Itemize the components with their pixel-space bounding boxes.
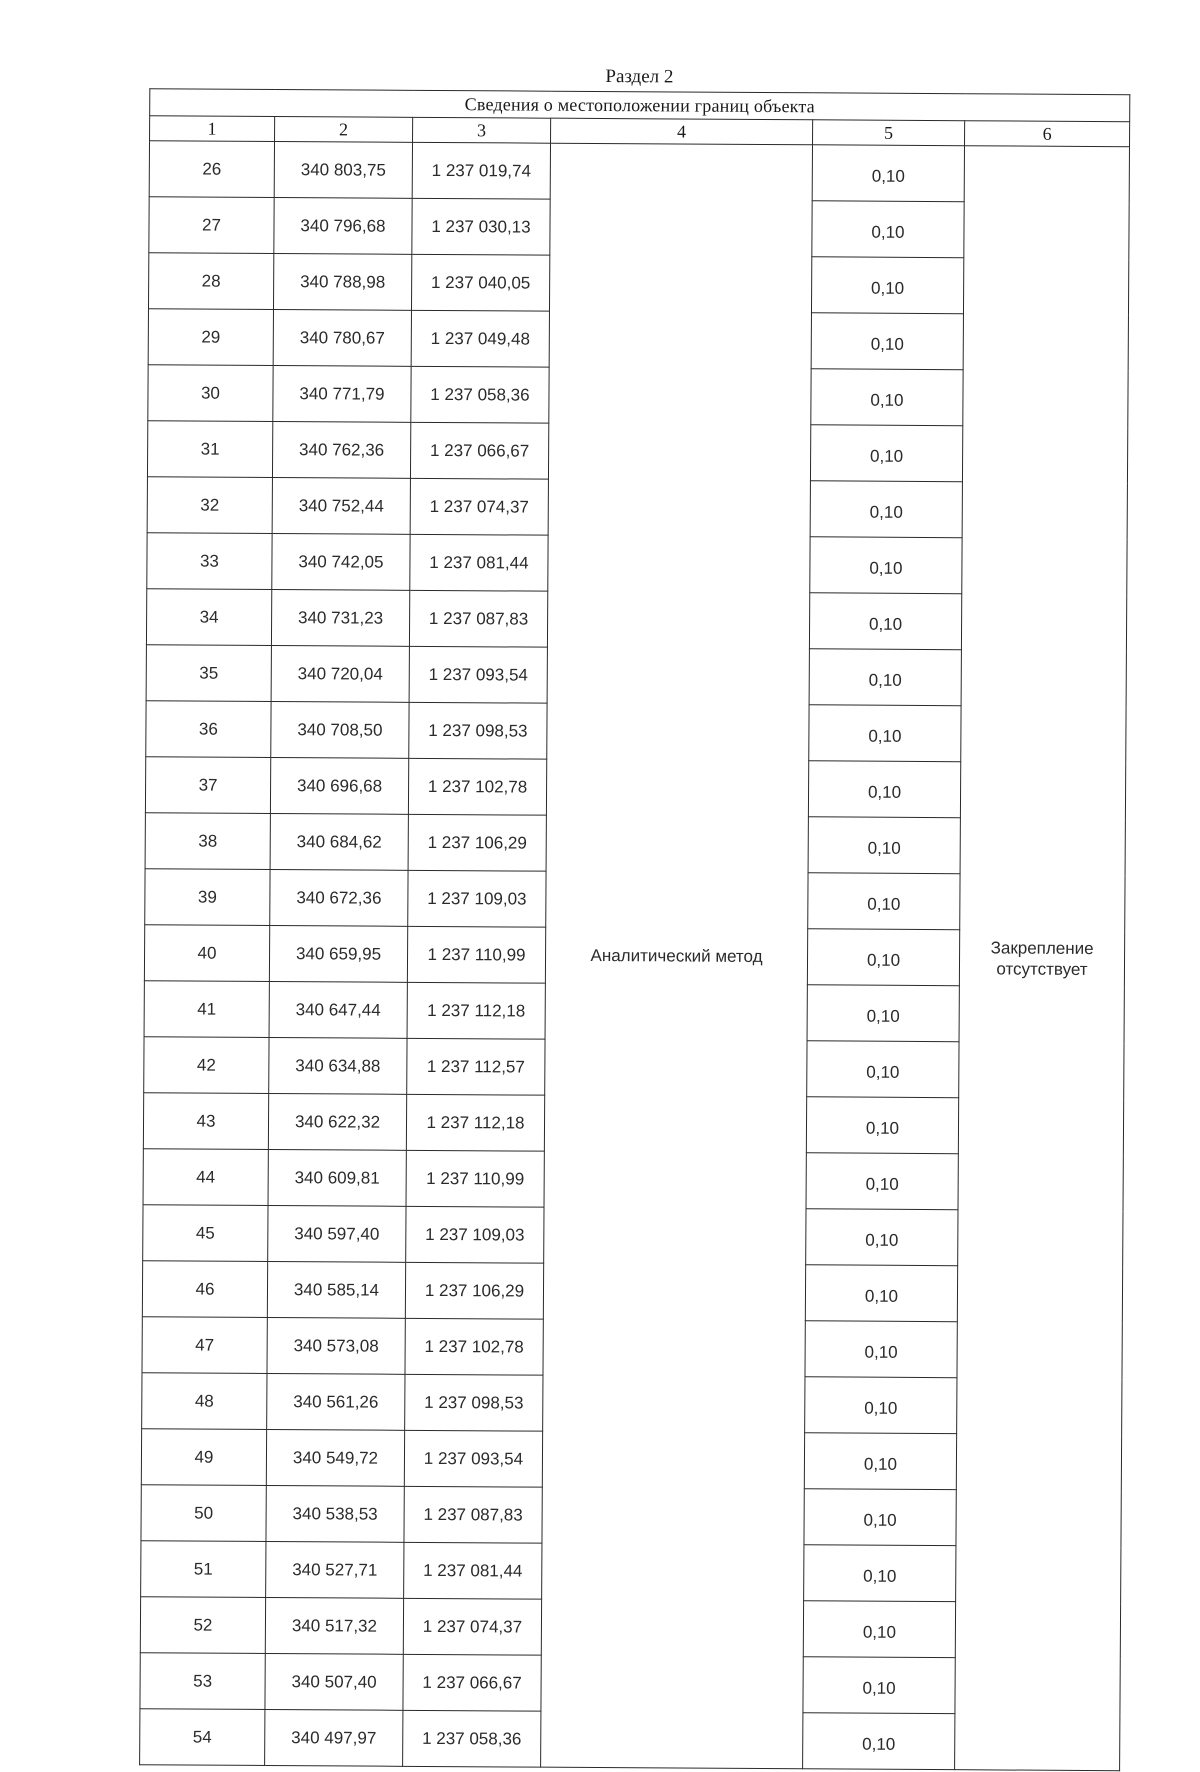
coordinate-y: 1 237 098,53 xyxy=(405,1374,543,1431)
precision-value: 0,10 xyxy=(803,1657,955,1714)
point-number: 34 xyxy=(146,589,271,646)
coordinate-x: 340 585,14 xyxy=(267,1261,405,1318)
precision-value: 0,10 xyxy=(803,1713,955,1770)
coordinate-x: 340 527,71 xyxy=(266,1541,404,1598)
precision-value: 0,10 xyxy=(803,1601,955,1658)
point-number: 39 xyxy=(145,869,270,926)
boundary-table xyxy=(139,88,1130,1771)
coordinate-y: 1 237 058,36 xyxy=(411,366,549,423)
precision-value: 0,10 xyxy=(812,145,964,202)
coordinate-y: 1 237 081,44 xyxy=(404,1542,542,1599)
coordinate-y: 1 237 040,05 xyxy=(411,254,549,311)
coordinate-x: 340 708,50 xyxy=(271,701,409,758)
coordinate-y: 1 237 093,54 xyxy=(409,646,547,703)
point-number: 52 xyxy=(140,1597,265,1654)
precision-value: 0,10 xyxy=(810,425,962,482)
coordinate-x: 340 497,97 xyxy=(265,1709,403,1766)
coordinate-y: 1 237 074,37 xyxy=(410,478,548,535)
point-number: 43 xyxy=(143,1093,268,1150)
precision-value: 0,10 xyxy=(805,1265,957,1322)
point-number: 42 xyxy=(144,1037,269,1094)
coordinate-y: 1 237 081,44 xyxy=(410,534,548,591)
table-row xyxy=(149,141,1129,203)
point-number: 48 xyxy=(142,1373,267,1430)
precision-value: 0,10 xyxy=(807,929,959,986)
coordinate-x: 340 507,40 xyxy=(265,1653,403,1710)
coordinate-y: 1 237 074,37 xyxy=(403,1598,541,1655)
precision-value: 0,10 xyxy=(810,481,962,538)
precision-value: 0,10 xyxy=(806,1153,958,1210)
coordinate-y: 1 237 030,13 xyxy=(412,198,550,255)
table-body xyxy=(140,141,1130,1771)
coordinate-x: 340 573,08 xyxy=(267,1317,405,1374)
coordinate-x: 340 771,79 xyxy=(273,365,411,422)
coordinate-y: 1 237 109,03 xyxy=(408,870,546,927)
point-number: 47 xyxy=(142,1317,267,1374)
point-number: 41 xyxy=(144,981,269,1038)
point-number: 40 xyxy=(144,925,269,982)
coordinate-y: 1 237 049,48 xyxy=(411,310,549,367)
coordinate-x: 340 731,23 xyxy=(271,589,409,646)
coordinate-x: 340 659,95 xyxy=(269,925,407,982)
fixation-text: Закрепление отсутствует xyxy=(990,937,1094,979)
precision-value: 0,10 xyxy=(811,369,963,426)
coordinate-y: 1 237 019,74 xyxy=(412,142,550,199)
coordinate-x: 340 752,44 xyxy=(272,477,410,534)
coordinate-x: 340 796,68 xyxy=(274,197,412,254)
precision-value: 0,10 xyxy=(804,1545,956,1602)
precision-value: 0,10 xyxy=(806,1209,958,1266)
column-number-1: 1 xyxy=(150,116,275,142)
coordinate-y: 1 237 112,18 xyxy=(407,982,545,1039)
coordinate-x: 340 647,44 xyxy=(269,981,407,1038)
point-number: 29 xyxy=(148,309,273,366)
coordinate-y: 1 237 102,78 xyxy=(408,758,546,815)
coordinate-y: 1 237 066,67 xyxy=(410,422,548,479)
coordinate-x: 340 684,62 xyxy=(270,813,408,870)
precision-value: 0,10 xyxy=(807,985,959,1042)
coordinate-y: 1 237 112,57 xyxy=(407,1038,545,1095)
precision-value: 0,10 xyxy=(811,313,963,370)
coordinate-y: 1 237 106,29 xyxy=(408,814,546,871)
coordinate-x: 340 609,81 xyxy=(268,1149,406,1206)
section-title: Раздел 2 xyxy=(605,66,674,88)
coordinate-x: 340 672,36 xyxy=(270,869,408,926)
coordinate-x: 340 742,05 xyxy=(272,533,410,590)
precision-value: 0,10 xyxy=(804,1489,956,1546)
point-number: 54 xyxy=(140,1709,265,1766)
point-number: 27 xyxy=(149,197,274,254)
point-number: 35 xyxy=(146,645,271,702)
point-number: 46 xyxy=(142,1261,267,1318)
coordinate-x: 340 762,36 xyxy=(272,421,410,478)
precision-value: 0,10 xyxy=(805,1321,957,1378)
point-number: 49 xyxy=(141,1429,266,1486)
precision-value: 0,10 xyxy=(808,761,960,818)
point-number: 45 xyxy=(143,1205,268,1262)
precision-value: 0,10 xyxy=(811,257,963,314)
point-number: 50 xyxy=(141,1485,266,1542)
fixation-cell xyxy=(955,146,1130,1771)
coordinate-x: 340 720,04 xyxy=(271,645,409,702)
precision-value: 0,10 xyxy=(809,705,961,762)
coordinate-y: 1 237 058,36 xyxy=(403,1710,541,1767)
coordinate-x: 340 538,53 xyxy=(266,1485,404,1542)
precision-value: 0,10 xyxy=(806,1097,958,1154)
point-number: 51 xyxy=(141,1541,266,1598)
coordinate-y: 1 237 087,83 xyxy=(409,590,547,647)
precision-value: 0,10 xyxy=(810,537,962,594)
coordinate-y: 1 237 098,53 xyxy=(409,702,547,759)
point-number: 30 xyxy=(148,365,273,422)
point-number: 26 xyxy=(149,141,274,198)
coordinate-y: 1 237 066,67 xyxy=(403,1654,541,1711)
precision-value: 0,10 xyxy=(805,1377,957,1434)
point-number: 28 xyxy=(148,253,273,310)
coordinate-y: 1 237 106,29 xyxy=(405,1262,543,1319)
point-number: 36 xyxy=(146,701,271,758)
coordinate-x: 340 622,32 xyxy=(268,1093,406,1150)
precision-value: 0,10 xyxy=(809,593,961,650)
point-number: 37 xyxy=(145,757,270,814)
point-number: 33 xyxy=(147,533,272,590)
coordinate-y: 1 237 087,83 xyxy=(404,1486,542,1543)
point-number: 44 xyxy=(143,1149,268,1206)
column-number-4: 4 xyxy=(551,118,813,145)
coordinate-y: 1 237 112,18 xyxy=(406,1094,544,1151)
coordinate-x: 340 634,88 xyxy=(269,1037,407,1094)
coordinate-y: 1 237 102,78 xyxy=(405,1318,543,1375)
coordinate-y: 1 237 110,99 xyxy=(406,1150,544,1207)
point-number: 38 xyxy=(145,813,270,870)
method-cell: Аналитический метод xyxy=(541,143,813,1769)
point-number: 31 xyxy=(147,421,272,478)
point-number: 53 xyxy=(140,1653,265,1710)
precision-value: 0,10 xyxy=(804,1433,956,1490)
precision-value: 0,10 xyxy=(808,873,960,930)
coordinate-x: 340 803,75 xyxy=(274,141,412,198)
point-number: 32 xyxy=(147,477,272,534)
column-number-2: 2 xyxy=(275,116,413,142)
precision-value: 0,10 xyxy=(808,817,960,874)
coordinate-x: 340 549,72 xyxy=(266,1429,404,1486)
column-number-6: 6 xyxy=(965,121,1130,147)
precision-value: 0,10 xyxy=(809,649,961,706)
coordinate-y: 1 237 110,99 xyxy=(407,926,545,983)
coordinate-y: 1 237 093,54 xyxy=(404,1430,542,1487)
table-caption: Сведения о местоположении границ объекта xyxy=(150,89,1130,122)
precision-value: 0,10 xyxy=(807,1041,959,1098)
coordinate-y: 1 237 109,03 xyxy=(406,1206,544,1263)
coordinate-x: 340 696,68 xyxy=(270,757,408,814)
coordinate-x: 340 517,32 xyxy=(265,1597,403,1654)
column-number-3: 3 xyxy=(413,117,551,143)
coordinate-x: 340 788,98 xyxy=(273,253,411,310)
column-number-5: 5 xyxy=(813,120,965,146)
coordinate-x: 340 780,67 xyxy=(273,309,411,366)
coordinate-x: 340 561,26 xyxy=(267,1373,405,1430)
precision-value: 0,10 xyxy=(812,201,964,258)
coordinate-x: 340 597,40 xyxy=(268,1205,406,1262)
